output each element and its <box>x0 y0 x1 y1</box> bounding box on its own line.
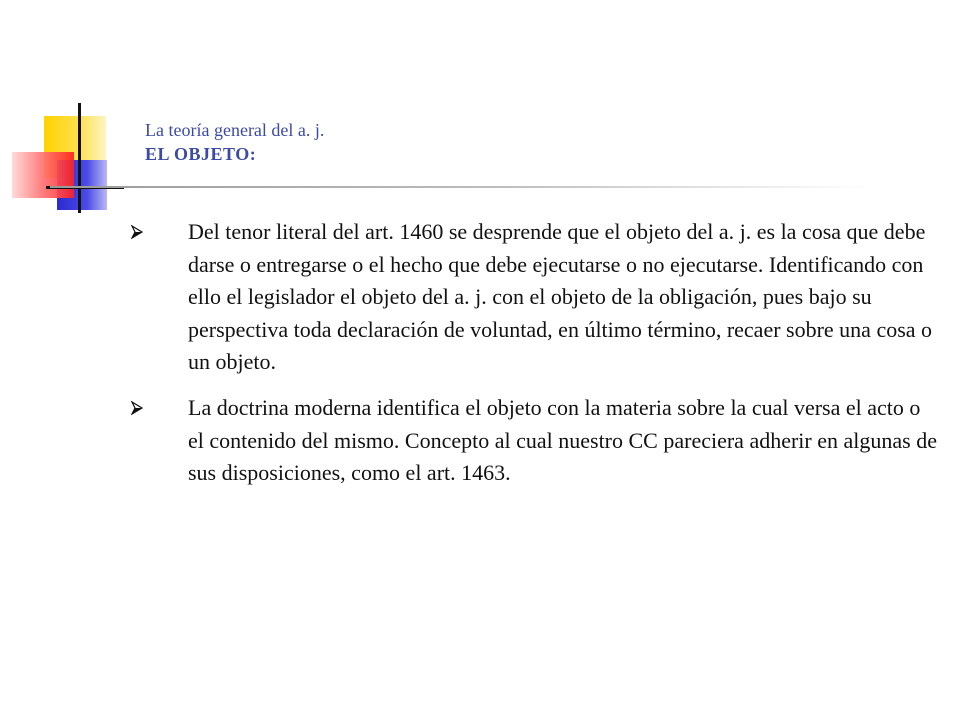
title-line-1: La teoría general del a. j. <box>145 120 325 140</box>
list-item <box>130 392 940 490</box>
title-line-2: EL OBJETO: <box>145 144 257 164</box>
bullet-text: Del tenor literal del art. 1460 se desprende que el objeto del a. j. es la cosa que debe darse o entregarse o el hecho que debe ejecutarse o no ejecutarse. Identificando con ello el legislador el objeto del a. j. con el objeto de la obligación, pues bajo su perspectiva toda declaración de voluntad, en último término, recaer sobre una cosa o un objeto. <box>188 219 933 375</box>
slide-title <box>145 118 905 166</box>
vertical-line-decoration <box>78 103 81 213</box>
bullet-text: La doctrina moderna identifica el objeto con la materia sobre la cual versa el acto o el contenido del mismo. Concepto al cual nuestro CC pareciera adherir en algunas de sus disposiciones, como el art. 1463. <box>188 394 937 486</box>
red-square-decoration <box>12 152 74 198</box>
arrow-bullet-icon <box>130 225 144 239</box>
title-underline-rule <box>50 186 870 188</box>
list-item <box>130 216 940 379</box>
arrow-bullet-icon <box>130 401 144 415</box>
bullet-list <box>130 216 940 503</box>
